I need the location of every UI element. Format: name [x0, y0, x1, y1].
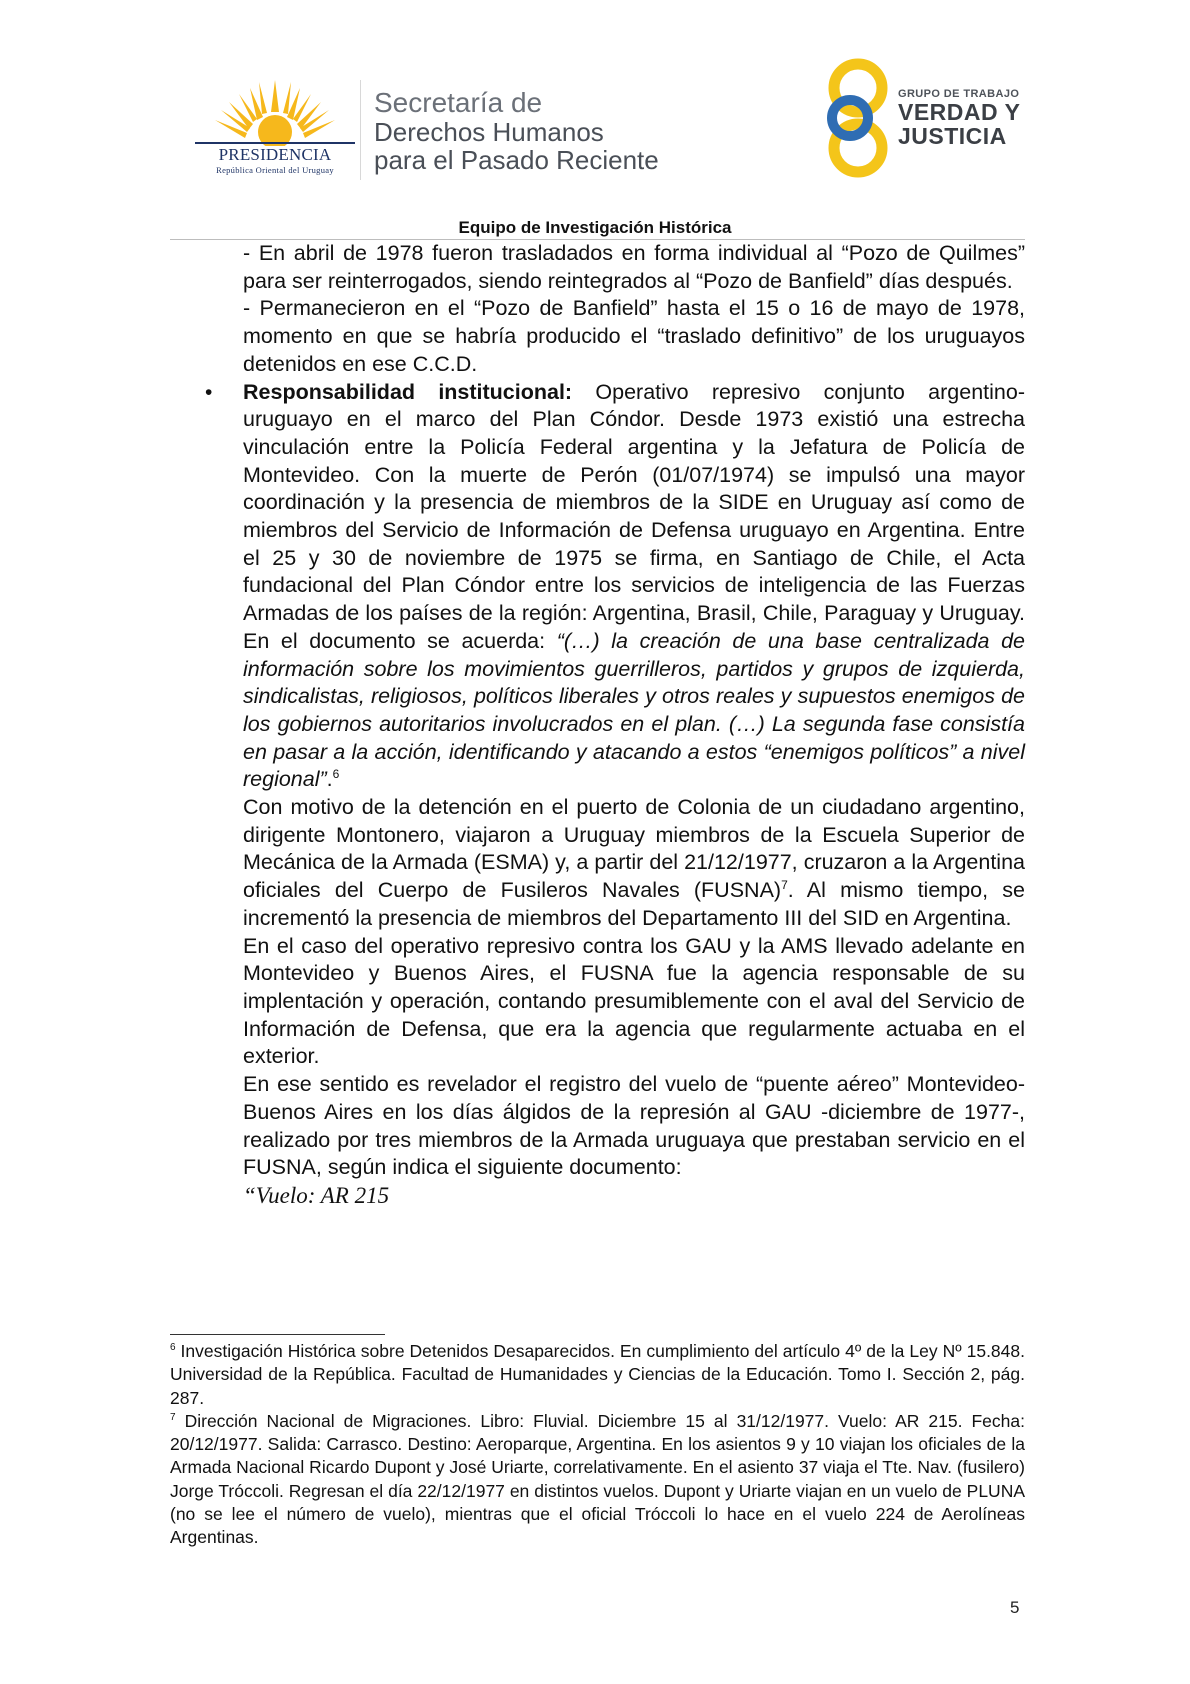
presidencia-sun-icon	[195, 80, 355, 146]
gtvj-line3: JUSTICIA	[898, 123, 1007, 149]
secretaria-logo-text	[374, 88, 659, 174]
bullet-quote: “(…) la creación de una base centralizada de información sobre los movimientos guerrilleros, partidos y grupos de izquierda, sindicalistas, religiosos, políticos liberales y otros reales y supuestos enemigos de los gobiernos autoritarios involucrados en el plan. (…) La segunda fase consistía en pasar a la acción, identificando y atacando a estos “enemigos políticos” a nivel regional”	[243, 628, 1026, 792]
secretaria-line2: Derechos Humanos	[374, 117, 604, 147]
footnote-7	[170, 1410, 1025, 1550]
footnote-ref-6[interactable]: 6	[332, 767, 340, 782]
bullet-end: .	[326, 767, 333, 792]
body-text	[205, 240, 1026, 1210]
verdad-justicia-logo	[820, 58, 1040, 182]
paragraph-colonia	[243, 794, 1025, 933]
paragraph-colonia-b: . Al mismo tiempo, se incrementó la presencia de miembros del Departamento III del SID en Argentina.	[243, 878, 1025, 930]
gtvj-line1: GRUPO DE TRABAJO	[898, 88, 1020, 100]
paragraph-gau-ams: En el caso del operativo represivo contra los GAU y la AMS llevado adelante en Montevideo y Buenos Aires, el FUSNA fue la agencia responsable de su implentación y operación, contando presumiblemente con el aval del Servicio de Información de Defensa, que era la agencia que regularmente actuaba en el exterior.	[243, 933, 1025, 1069]
secretaria-line1: Secretaría de	[374, 87, 543, 118]
presidencia-name: PRESIDENCIA	[218, 145, 332, 164]
footnote-6-text: Investigación Histórica sobre Detenidos Desaparecidos. En cumplimiento del artículo 4º de la Ley Nº 15.848. Universidad de la República. Facultad de Humanidades y Ciencias de la Educación. Tomo I. Sección 2, pág. 287.	[170, 1341, 1025, 1408]
paragraph-banfield: - Permanecieron en el “Pozo de Banfield” hasta el 15 o 16 de mayo de 1978, momento en que se habría producido el “traslado definitivo” de los uruguayos detenidos en ese C.C.D.	[243, 296, 1025, 376]
footnote-ref-7[interactable]: 7	[781, 878, 788, 893]
secretaria-line3: para el Pasado Reciente	[374, 145, 659, 175]
vuelo-quote: “Vuelo: AR 215	[243, 1182, 390, 1208]
footnote-6-number: 6	[170, 1342, 176, 1354]
paragraph-quilmes: - En abril de 1978 fueron trasladados en forma individual al “Pozo de Quilmes” para ser reinterrogados, siendo reintegrados al “Pozo de Banfield” días después.	[243, 241, 1025, 293]
verdad-justicia-rings-icon	[820, 58, 896, 182]
presidencia-logo	[195, 80, 355, 180]
bullet-icon: •	[205, 380, 213, 404]
footnote-rule	[170, 1334, 385, 1335]
presidencia-subtitle: República Oriental del Uruguay	[216, 165, 334, 175]
bullet-responsabilidad	[205, 379, 1026, 795]
bullet-text: Operativo represivo conjunto argentino-uruguayo en el marco del Plan Cóndor. Desde 1973 existió una estrecha vinculación entre la Policía Federal argentina y la Jefatura de Policía de Montevideo. Con la muerte de Perón (01/07/1974) se impulsó una mayor coordinación y la presencia de miembros de la SIDE en Uruguay así como de miembros del Servicio de Información de Defensa uruguayo en Argentina. Entre el 25 y 30 de noviembre de 1975 se firma, en Santiago de Chile, el Acta fundacional del Plan Cóndor entre los servicios de inteligencia de las Fuerzas Armadas de los países de la región: Argentina, Brasil, Chile, Paraguay y Uruguay. En el documento se acuerda:	[243, 379, 1025, 653]
gtvj-line2: VERDAD Y	[898, 99, 1021, 125]
logo-divider	[360, 80, 361, 180]
page-number: 5	[1010, 1598, 1020, 1617]
verdad-justicia-text	[898, 88, 1020, 148]
paragraph-puente-aereo: En ese sentido es revelador el registro del vuelo de “puente aéreo” Montevideo-Buenos Aires en los días álgidos de la represión al GAU -diciembre de 1977-, realizado por tres miembros de la Armada uruguaya que prestaban servicio en el FUSNA, según indica el siguiente documento:	[243, 1072, 1025, 1180]
footnotes	[170, 1340, 1025, 1550]
bullet-label: Responsabilidad institucional:	[243, 379, 573, 404]
header-title: Equipo de Investigación Histórica	[458, 218, 732, 237]
footnote-7-text: Dirección Nacional de Migraciones. Libro: Fluvial. Diciembre 15 al 31/12/1977. Vuelo: AR 215. Fecha: 20/12/1977. Salida: Carrasco. Destino: Aeroparque, Argentina. En los asientos 9 y 10 viajan los oficiales de la Armada Nacional Ricardo Dupont y José Uriarte, correlativamente. En el asiento 37 viaja el Tte. Nav. (fusilero) Jorge Tróccoli. Regresan el día 22/12/1977 en distintos vuelos. Dupont y Uriarte viajan en un vuelo de PLUNA (no se lee el número de vuelo), mientras que el oficial Tróccoli lo hace en el vuelo 224 de Aerolíneas Argentinas.	[170, 1410, 1025, 1548]
footnote-7-number: 7	[170, 1412, 176, 1424]
footnote-6	[170, 1340, 1025, 1410]
paragraph-colonia-a: Con motivo de la detención en el puerto de Colonia de un ciudadano argentino, dirigente Montonero, viajaron a Uruguay miembros de la Escuela Superior de Mecánica de la Armada (ESMA) y, a partir del 21/12/1977, cruzaron a la Argentina oficiales del Cuerpo de Fusileros Navales (FUSNA)	[243, 795, 1025, 903]
